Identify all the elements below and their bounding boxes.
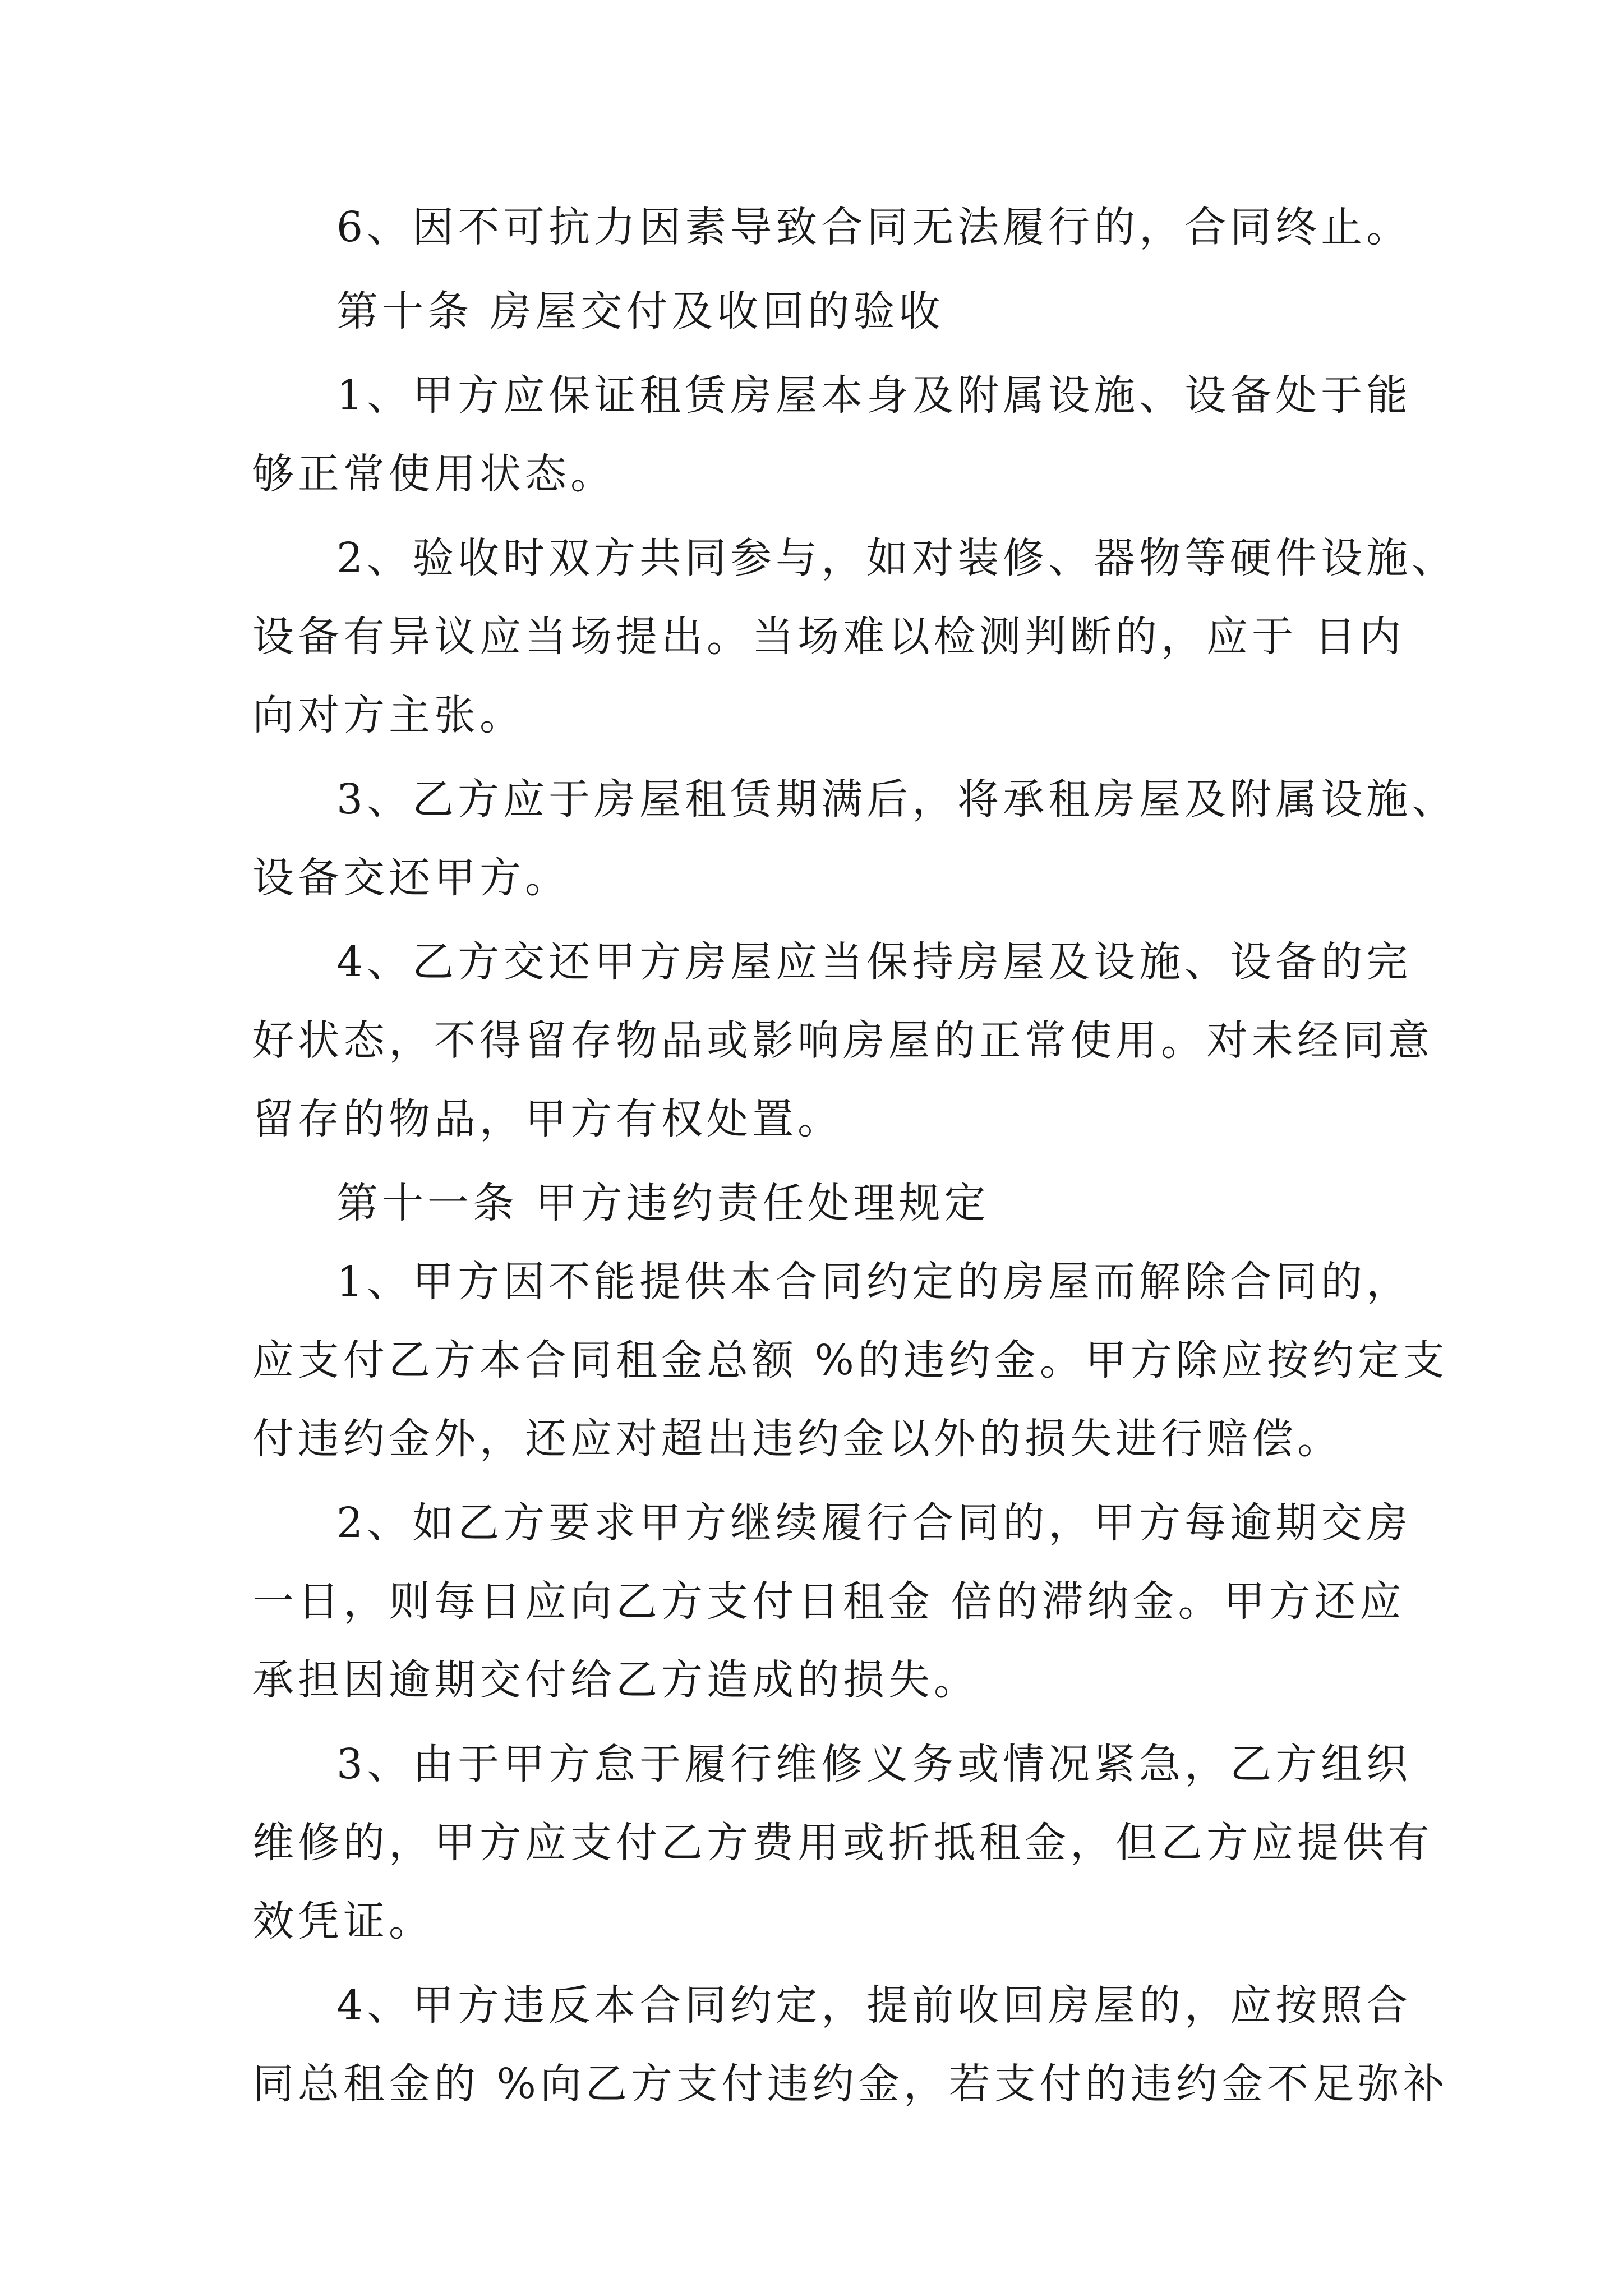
- text-line: 好状态，不得留存物品或影响房屋的正常使用。对未经同意: [252, 1016, 1433, 1065]
- text-line: 向对方主张。: [252, 691, 525, 739]
- text-line: 设备有异议应当场提出。当场难以检测判断的，应于 日内: [252, 613, 1405, 661]
- text-line: 4、乙方交还甲方房屋应当保持房屋及设施、设备的完: [336, 938, 1412, 986]
- text-line: 1、甲方应保证租赁房屋本身及附属设施、设备处于能: [336, 371, 1412, 420]
- text-line: 2、如乙方要求甲方继续履行合同的，甲方每逾期交房: [336, 1499, 1412, 1547]
- text-line: 够正常使用状态。: [252, 450, 616, 498]
- text-line: 4、甲方违反本合同约定，提前收回房屋的，应按照合: [336, 1981, 1412, 2030]
- text-line: 应支付乙方本合同租金总额 %的违约金。甲方除应按约定支: [252, 1336, 1449, 1384]
- text-line: 3、乙方应于房屋租赁期满后，将承租房屋及附属设施、: [336, 775, 1458, 823]
- section-heading: 第十一条 甲方违约责任处理规定: [336, 1179, 990, 1227]
- text-line: 一日，则每日应向乙方支付日租金 倍的滞纳金。甲方还应: [252, 1577, 1405, 1626]
- text-line: 留存的物品，甲方有权处置。: [252, 1095, 843, 1143]
- text-line: 3、由于甲方怠于履行维修义务或情况紧急，乙方组织: [336, 1740, 1412, 1788]
- text-line: 设备交还甲方。: [252, 854, 570, 902]
- text-line: 6、因不可抗力因素导致合同无法履行的，合同终止。: [336, 203, 1412, 251]
- text-line: 效凭证。: [252, 1897, 434, 1945]
- text-line: 2、验收时双方共同参与，如对装修、器物等硬件设施、: [336, 534, 1458, 582]
- text-line: 承担因逾期交付给乙方造成的损失。: [252, 1656, 979, 1704]
- text-line: 付违约金外，还应对超出违约金以外的损失进行赔偿。: [252, 1415, 1343, 1463]
- text-line: 1、甲方因不能提供本合同约定的房屋而解除合同的，: [336, 1258, 1412, 1306]
- section-heading: 第十条 房屋交付及收回的验收: [336, 287, 944, 335]
- text-line: 维修的，甲方应支付乙方费用或折抵租金，但乙方应提供有: [252, 1819, 1433, 1867]
- text-line: 同总租金的 %向乙方支付违约金，若支付的违约金不足弥补: [252, 2060, 1449, 2108]
